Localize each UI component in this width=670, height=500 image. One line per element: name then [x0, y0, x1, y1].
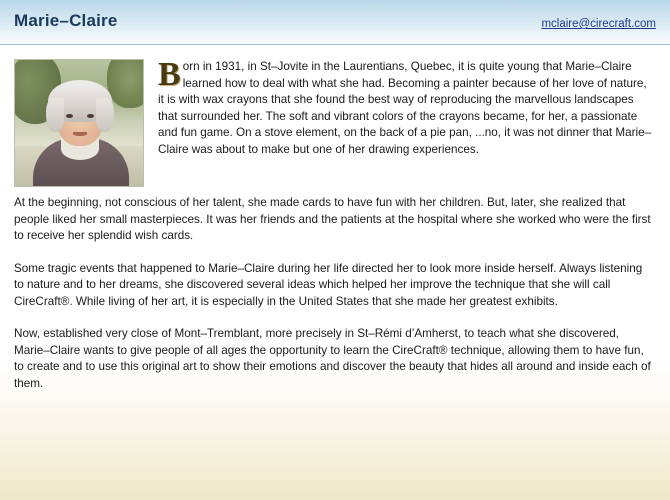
paragraph-1-text: orn in 1931, in St–Jovite in the Laurentians, Quebec, it is quite young that Marie–Claire learned how to deal with what she had. Becoming a painter because of her love of nature, it is with wax crayons that she found the best way of reproducing the marvellous landscapes that surrounded her. The soft and vibrant colors of the crayons became, for her, a passionate and fun game. On a stove element, on the back of a pie pan, ...no, it was not dinner that Marie–Claire was about to make but one of her drawing experiences. [158, 60, 652, 156]
page-title: Marie–Claire [14, 11, 118, 30]
page-header [0, 0, 670, 45]
paragraph-1 [158, 59, 652, 158]
portrait-figure [14, 59, 144, 187]
photo-hair-right [96, 98, 114, 132]
photo-mouth [73, 132, 87, 136]
paragraph-3: Some tragic events that happened to Marie–Claire during her life directed her to look more inside herself. Always listening to nature and to her dreams, she discovered several ideas which helped her improve the technique that she will call CireCraft®. While living of her art, it is especially in the United States that she made her greatest exhibits. [14, 261, 643, 308]
portrait-photo [14, 59, 144, 187]
paragraph-2: At the beginning, not conscious of her talent, she made cards to have fun with her children. But, later, she realized that people liked her small masterpieces. It was her friends and the patients at the hospital where she worked who were the first to receive her splendid wish cards. [14, 196, 651, 242]
drop-cap: B [158, 59, 181, 93]
email-link[interactable]: mclaire@cirecraft.com [541, 18, 656, 30]
photo-hair-left [46, 98, 64, 132]
photo-eye-left [66, 114, 73, 118]
page-content [0, 45, 670, 392]
paragraph-4: Now, established very close of Mont–Tremblant, more precisely in St–Rémi d’Amherst, to teach what she discovered, Marie–Claire wants to give people of all ages the opportunity to learn the CireCraft® technique, allowing them to have fun, to create and to use this original art to show their emotions and discover the beauty that hides all around and inside each of them. [14, 327, 651, 390]
photo-eye-right [87, 114, 94, 118]
photo-foliage-right [107, 59, 144, 108]
